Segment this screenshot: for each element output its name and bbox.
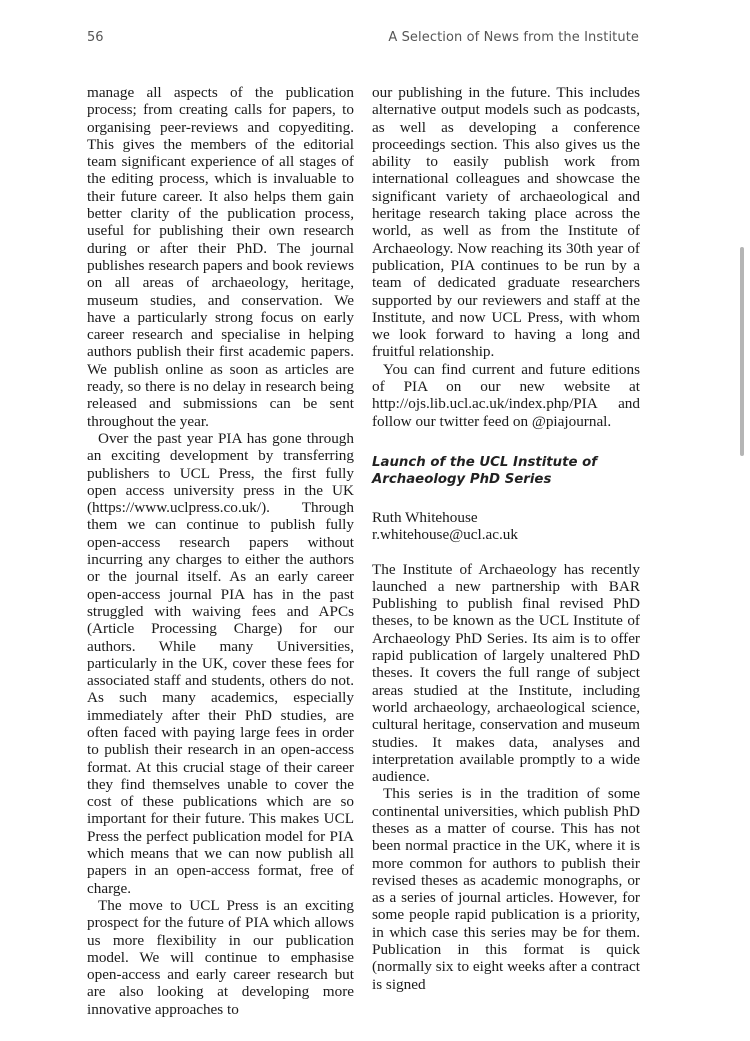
scrollbar-thumb[interactable] [740,247,744,456]
page-number: 56 [87,30,104,45]
byline [372,509,640,544]
author-email[interactable]: r.whitehouse@ucl.ac.uk [372,526,518,544]
right-column [372,84,640,993]
left-paragraph-1: manage all aspects of the publication process; from creating calls for papers, to organising peer-reviews and copyediting. This gives the members of the editorial team significant experience of all stages of the editing process, which is invaluable to their future career. It also helps them gain better clarity of the publication process, useful for publishing their own research during or after their PhD. The journal publishes research papers and book reviews on all areas of archaeology, heritage, museum studies, and conservation. We have a particularly strong focus on early career research and specialise in helping authors publish their first academic papers. We publish online as soon as articles are ready, so there is no delay in research being released and submissions can be sent throughout the year. [87,84,354,430]
right-paragraph-1: our publishing in the future. This includes alternative output models such as podcasts, as well as developing a conference proceedings section. This also gives us the ability to easily publish work from international colleagues and showcase the significant variety of archaeological and heritage research taking place across the world, as well as from the Institute of Archaeology. Now reaching its 30th year of publication, PIA continues to be run by a team of dedicated graduate researchers supported by our reviewers and staff at the Institute, and now UCL Press, with whom we look forward to having a long and fruitful relationship. [372,84,640,361]
author-name: Ruth Whitehouse [372,508,478,526]
left-column [87,84,354,1018]
section-heading: Launch of the UCL Institute of Archaeology PhD Series [372,454,598,488]
right-paragraph-3: The Institute of Archaeology has recently launched a new partnership with BAR Publishing to publish final revised PhD theses, to be known as the UCL Institute of Archaeology PhD Series. Its aim is to offer rapid publication of largely unaltered PhD theses. It covers the full range of subject areas studied at the Institute, including world archaeology, archaeological science, cultural heritage, conservation and museum studies. It makes data, analyses and interpretation available promptly to a wide audience. [372,560,640,786]
left-paragraph-2: Over the past year PIA has gone through an exciting development by transferring publishers to UCL Press, the first fully open access university press in the UK (https://www.uclpress.co.uk/). Through them we can continue to publish fully open-access research papers without incurring any charges to either the authors or the journal itself. As an early career open-access journal PIA has in the past struggled with waiving fees and APCs (Article Processing Charge) for our authors. While many Universities, particularly in the UK, cover these fees for associated staff and students, others do not. As such many academics, especially immediately after their PhD studies, are often faced with paying large fees in order to publish their research in an open-access format. At this crucial stage of their career they find themselves unable to cover the cost of these publications which are so important for their future. This makes UCL Press the perfect publication model for PIA which means that we can now publish all papers in an open-access format, free of charge. [87,429,354,897]
left-paragraph-3: The move to UCL Press is an exciting prospect for the future of PIA which allows us more flexibility in our publication model. We will continue to emphasise open-access and early career research but are also looking at developing more innovative approaches to [87,896,354,1018]
spacer [372,544,640,561]
right-paragraph-4: This series is in the tradition of some continental universities, which publish PhD theses as a matter of course. This has not been normal practice in the UK, where it is more common for authors to publish their revised theses as academic monographs, or as a series of journal articles. However, for some people rapid publication is a priority, in which case this series may be for them. Publication in this format is quick (normally six to eight weeks after a contract is signed [372,785,640,993]
running-head: A Selection of News from the Institute [388,30,639,45]
right-paragraph-2: You can find current and future editions of PIA on our new website at http://ojs.lib.ucl.ac.uk/index.php/PIA and follow our twitter feed on @piajournal. [372,360,640,430]
page-header [87,30,639,50]
